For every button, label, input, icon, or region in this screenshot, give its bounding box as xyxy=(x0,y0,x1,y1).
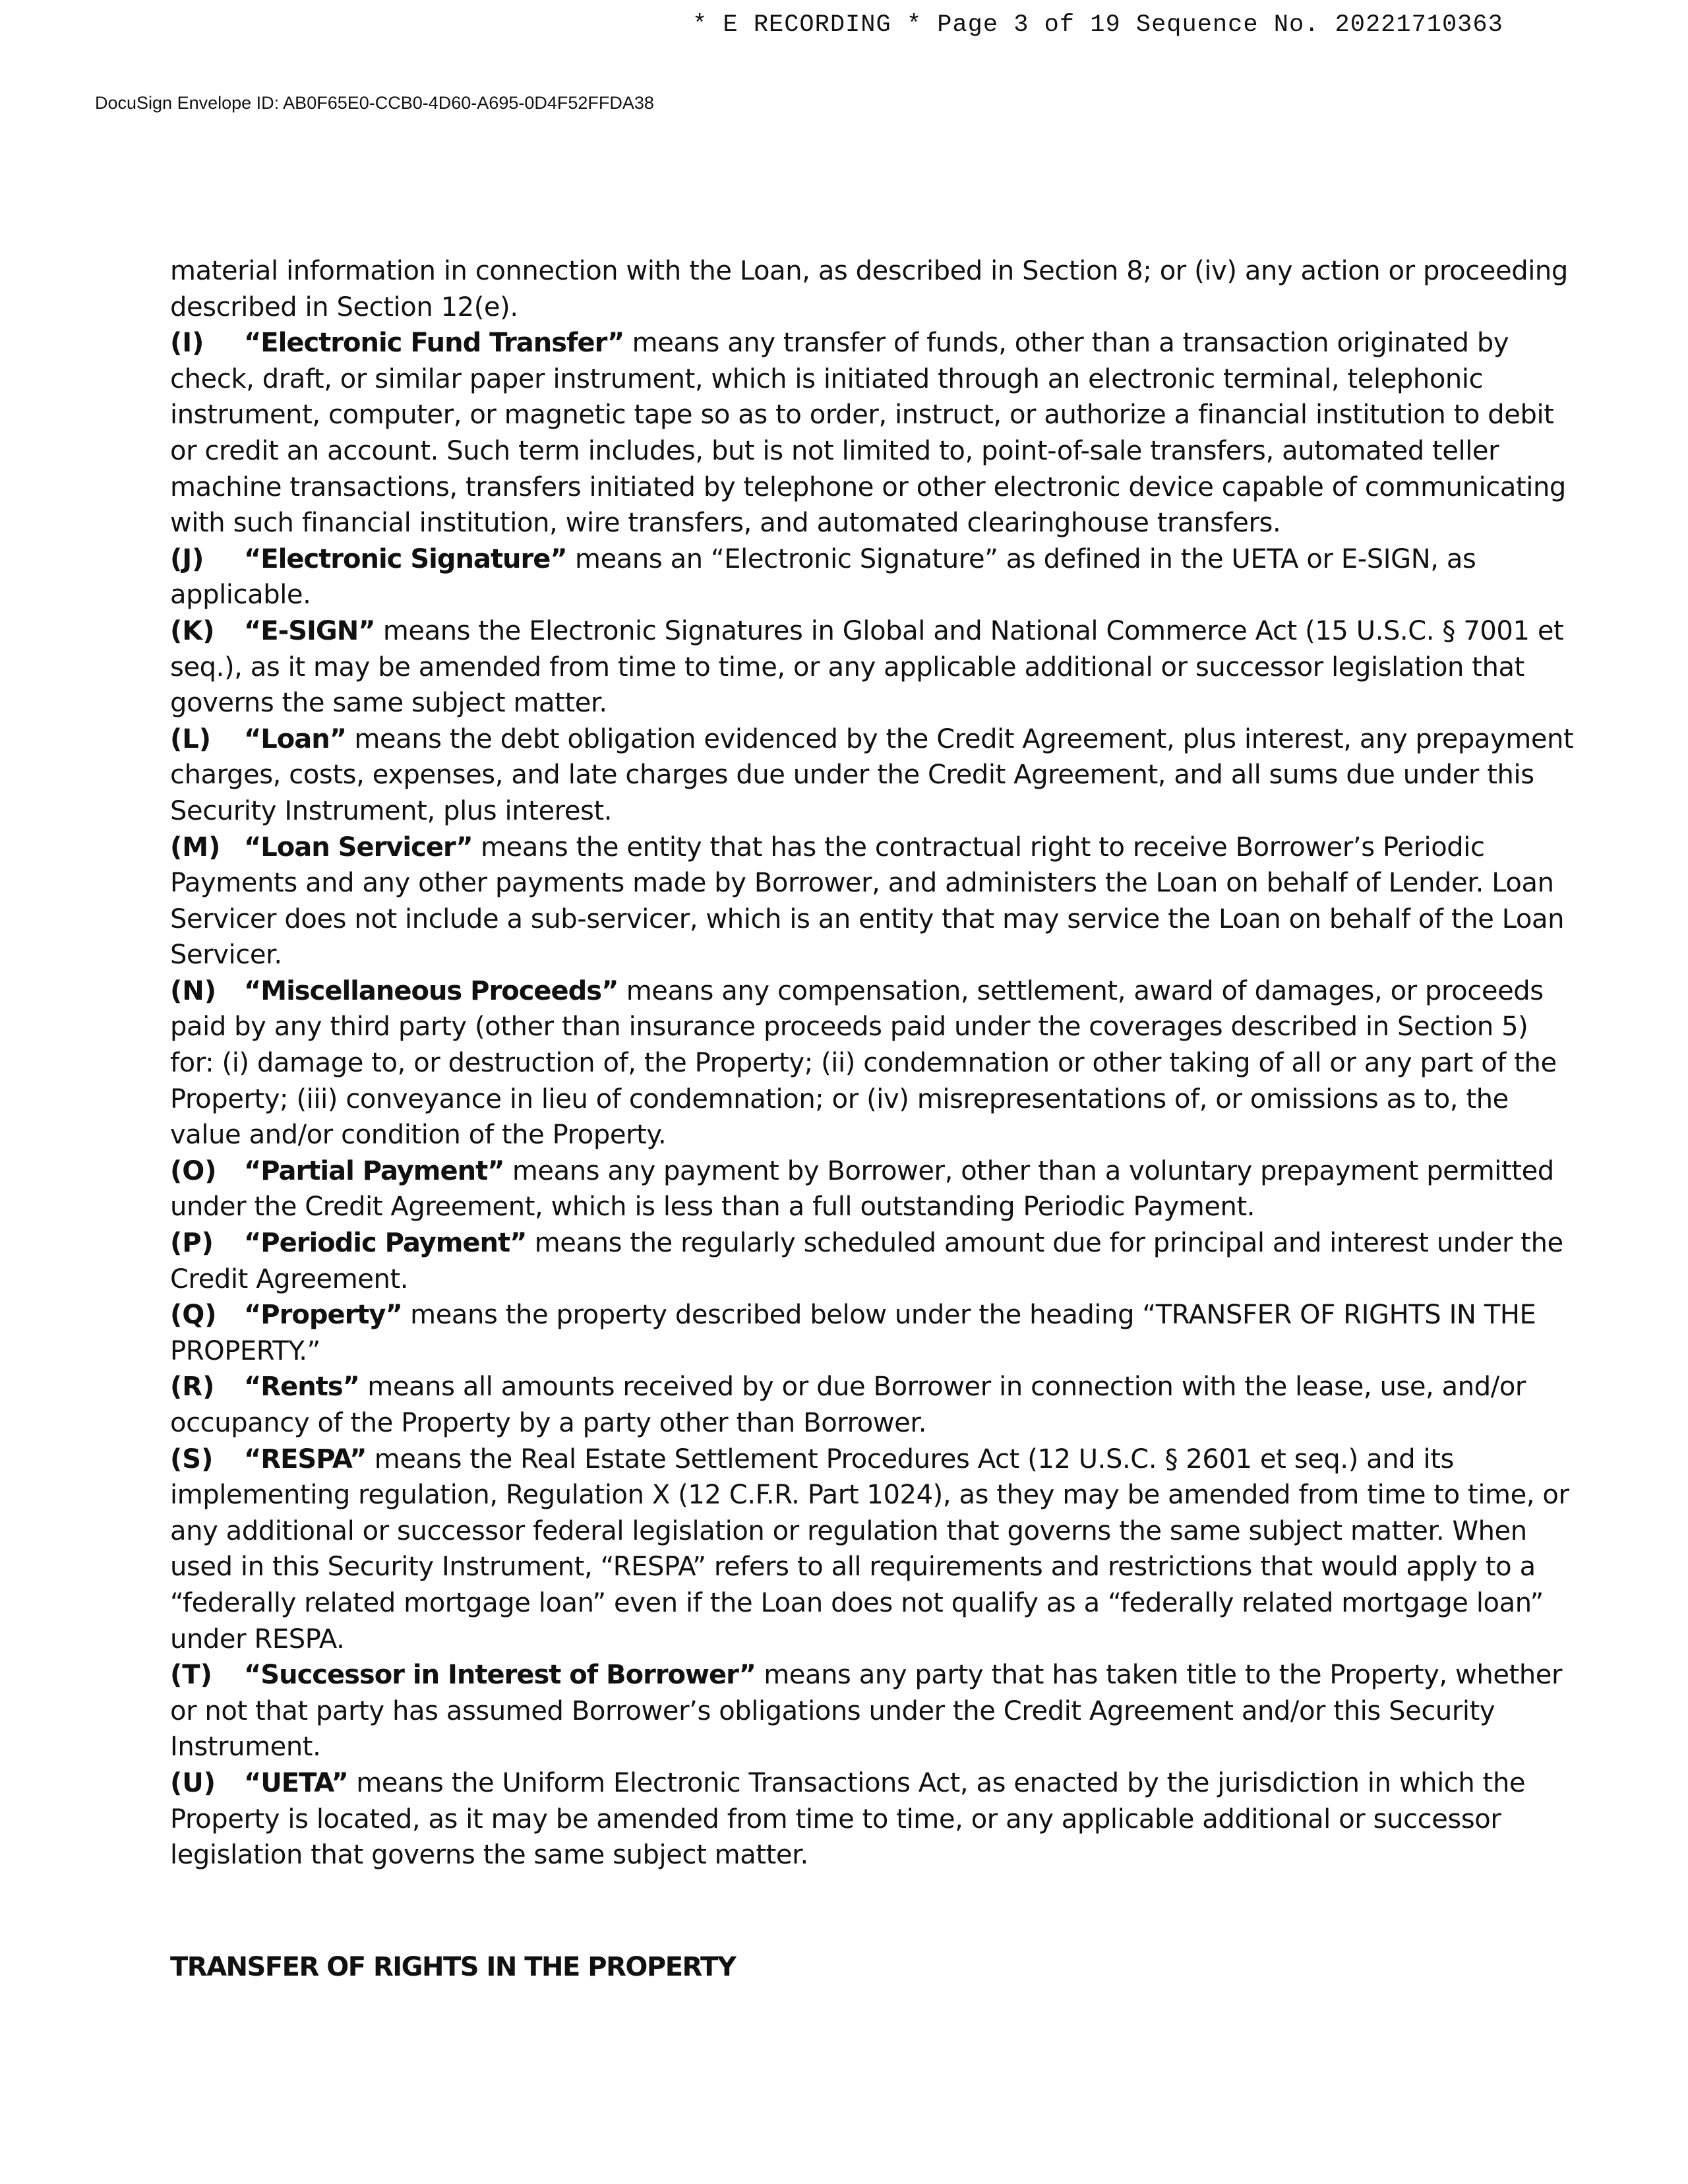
definition-text: means an “Electronic Signature” as defined in the UETA or E-SIGN, as applicable. xyxy=(170,543,1476,611)
definition-term: “Loan” xyxy=(244,723,347,754)
definition-text: means any compensation, settlement, award of damages, or proceeds paid by any third party (other than insurance proceeds paid under the coverages described in Section 5) for: (i) damage to, or destruction of, the Property; (ii) condemnation or other taking of all or any part of the Property; (iii) conveyance in lieu of condemnation; or (iv) misrepresentations of, or omissions as to, the value and/or condition of the Property. xyxy=(170,975,1557,1151)
definition-j xyxy=(170,541,1575,613)
definition-letter: (N) xyxy=(170,975,217,1006)
definition-term: “Successor in Interest of Borrower” xyxy=(244,1660,756,1691)
docusign-envelope-id: DocuSign Envelope ID: AB0F65E0-CCB0-4D60-A695-0D4F52FFDA38 xyxy=(95,93,654,113)
definition-letter: (U) xyxy=(170,1767,216,1798)
definition-s xyxy=(170,1441,1575,1658)
definition-term: “Electronic Signature” xyxy=(244,543,567,574)
definition-text: means the regularly scheduled amount due for principal and interest under the Credit Agreement. xyxy=(170,1228,1563,1294)
definition-term: “UETA” xyxy=(244,1767,348,1798)
definition-q xyxy=(170,1297,1575,1369)
definition-text: means the property described below under the heading “TRANSFER OF RIGHTS IN THE PROPERTY.” xyxy=(170,1300,1536,1366)
section-heading: TRANSFER OF RIGHTS IN THE PROPERTY xyxy=(170,1952,736,1982)
definition-u xyxy=(170,1765,1575,1873)
definition-term: “E-SIGN” xyxy=(244,615,375,646)
definition-letter: (L) xyxy=(170,723,212,754)
definition-term: “Property” xyxy=(244,1300,402,1331)
definition-text: means the entity that has the contractual right to receive Borrower’s Periodic Payments and any other payments made by Borrower, and administers the Loan on behalf of Lender. Loan Servicer does not include a sub-servicer, which is an entity that may service the Loan on behalf of the Loan Servicer. xyxy=(170,832,1565,971)
definition-r xyxy=(170,1369,1575,1441)
definition-letter: (Q) xyxy=(170,1300,217,1331)
definition-letter: (J) xyxy=(170,543,204,574)
recording-header: * E RECORDING * Page 3 of 19 Sequence No. 20221710363 xyxy=(692,11,1503,39)
definition-n xyxy=(170,973,1575,1153)
definition-text: means the Real Estate Settlement Procedures Act (12 U.S.C. § 2601 et seq.) and its implementing regulation, Regulation X (12 C.F.R. Part 1024), as they may be amended from time to time, or any additional or successor federal legislation or regulation that governs the same subject matter. When used in this Security Instrument, “RESPA” refers to all requirements and restrictions that would apply to a “federally related mortgage loan” even if the Loan does not qualify as a “federally related mortgage loan” under RESPA. xyxy=(170,1443,1569,1654)
definition-text: means all amounts received by or due Borrower in connection with the lease, use, and/or occupancy of the Property by a party other than Borrower. xyxy=(170,1372,1526,1438)
definition-letter: (K) xyxy=(170,615,215,646)
definition-k xyxy=(170,613,1575,721)
definition-letter: (O) xyxy=(170,1155,217,1186)
definition-l xyxy=(170,721,1575,830)
definition-term: “Miscellaneous Proceeds” xyxy=(244,975,618,1006)
definition-o xyxy=(170,1153,1575,1225)
definition-m xyxy=(170,830,1575,973)
definition-text: means the Electronic Signatures in Global and National Commerce Act (15 U.S.C. § 7001 et seq.), as it may be amended from time to time, or any applicable additional or successor legislation that governs the same subject matter. xyxy=(170,615,1564,719)
definition-term: “Rents” xyxy=(244,1372,359,1403)
definition-term: “Loan Servicer” xyxy=(244,832,473,863)
definition-text: means any party that has taken title to the Property, whether or not that party has assumed Borrower’s obligations under the Credit Agreement and/or this Security Instrument. xyxy=(170,1660,1563,1763)
definition-letter: (R) xyxy=(170,1372,215,1403)
definition-text: means any transfer of funds, other than a transaction originated by check, draft, or similar paper instrument, which is initiated through an electronic terminal, telephonic instrument, computer, or magnetic tape so as to order, instruct, or authorize a financial institution to debit or credit an account. Such term includes, but is not limited to, point-of-sale transfers, automated teller machine transactions, transfers initiated by telephone or other electronic device capable of communicating with such financial institution, wire transfers, and automated clearinghouse transfers. xyxy=(170,328,1566,539)
definition-t xyxy=(170,1657,1575,1765)
definition-p xyxy=(170,1225,1575,1297)
definition-term: “Partial Payment” xyxy=(244,1155,504,1186)
definition-term: “RESPA” xyxy=(244,1443,367,1474)
definition-letter: (M) xyxy=(170,832,221,863)
definition-letter: (S) xyxy=(170,1443,214,1474)
definition-letter: (T) xyxy=(170,1660,212,1691)
definition-text: means any payment by Borrower, other than a voluntary prepayment permitted under the Credit Agreement, which is less than a full outstanding Periodic Payment. xyxy=(170,1155,1554,1223)
definition-term: “Periodic Payment” xyxy=(244,1228,527,1259)
definition-letter: (P) xyxy=(170,1228,214,1259)
continuation-paragraph: material information in connection with the Loan, as described in Section 8; or (iv) any action or proceeding described in Section 12(e). xyxy=(170,256,1568,322)
definition-text: means the Uniform Electronic Transactions Act, as enacted by the jurisdiction in which the Property is located, as it may be amended from time to time, or any applicable additional or successor legislation that governs the same subject matter. xyxy=(170,1767,1526,1871)
definition-text: means the debt obligation evidenced by the Credit Agreement, plus interest, any prepayment charges, costs, expenses, and late charges due under the Credit Agreement, and all sums due under this Security Instrument, plus interest. xyxy=(170,723,1574,826)
definition-i xyxy=(170,325,1575,541)
definition-letter: (I) xyxy=(170,328,204,359)
document-body xyxy=(170,253,1575,1873)
definition-term: “Electronic Fund Transfer” xyxy=(244,328,624,359)
